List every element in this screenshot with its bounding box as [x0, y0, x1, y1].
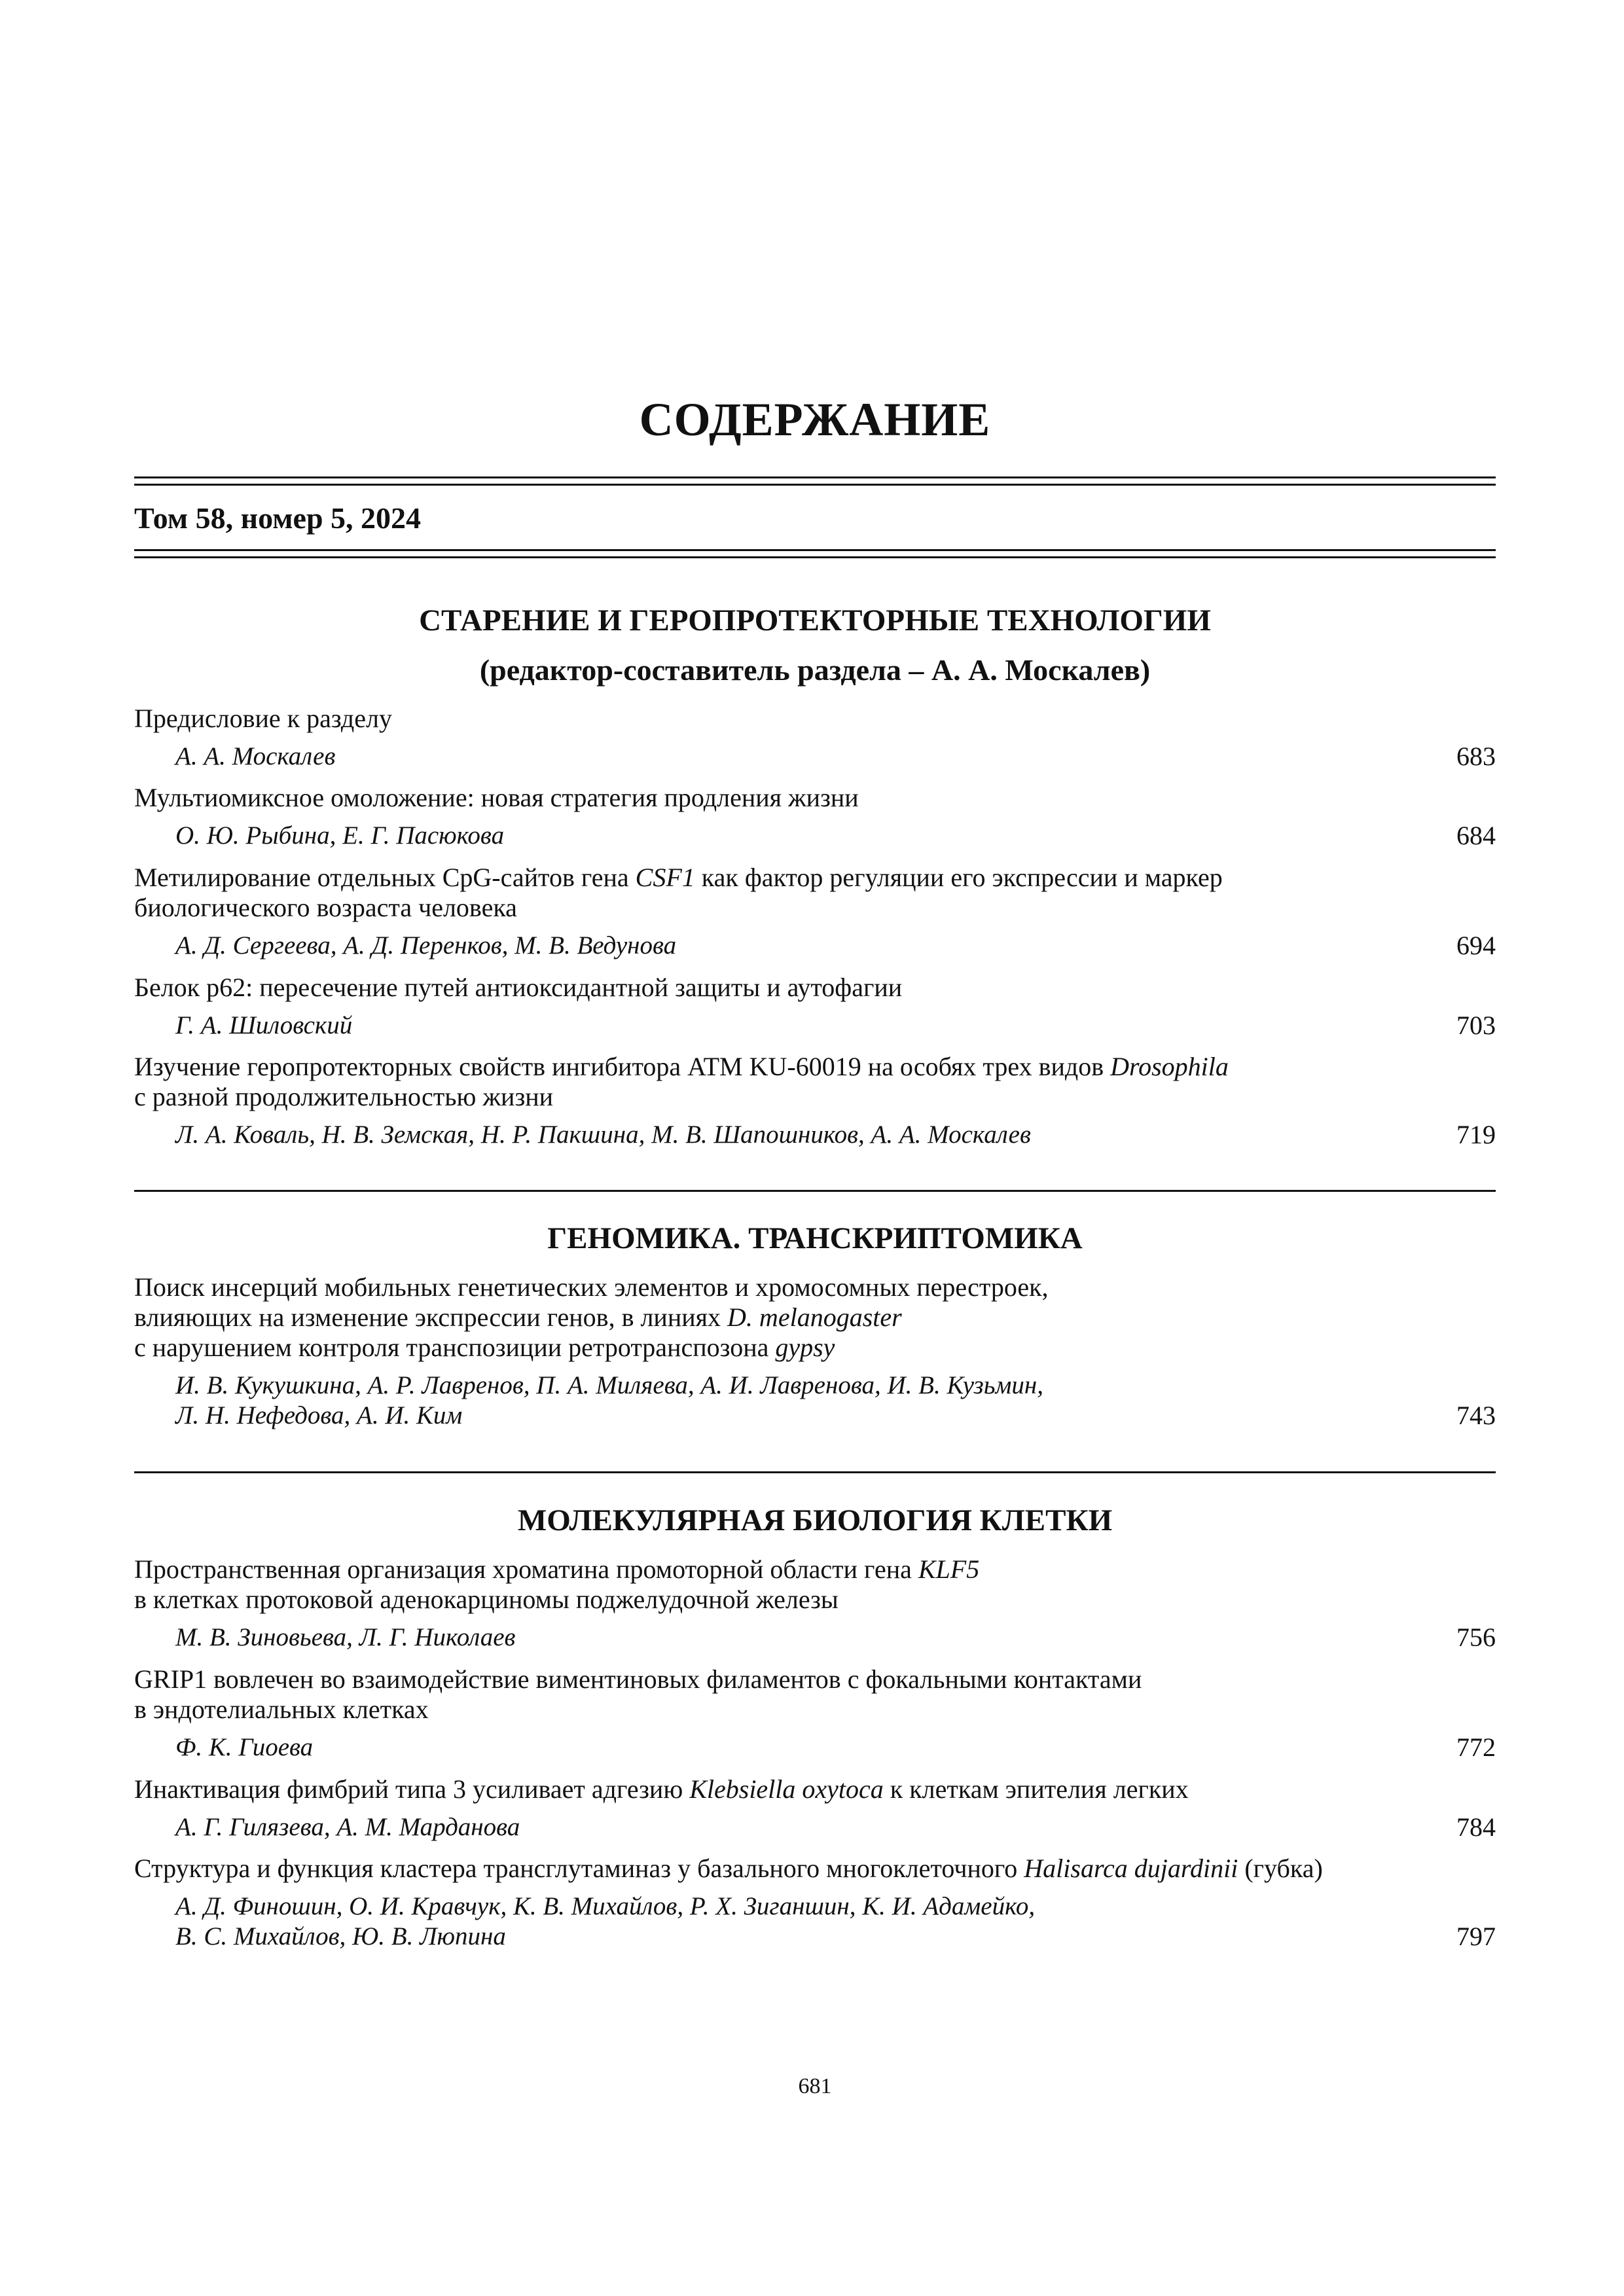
entry-authors	[134, 1892, 1496, 1952]
issue-label: Том 58, номер 5, 2024	[134, 501, 422, 535]
entry-page: 784	[1456, 1812, 1496, 1842]
entry-title: Метилирование отдельных CpG-сайтов гена CSF1 как фактор регуляции его экспрессии и маркер биологического возраста человека	[134, 863, 1223, 922]
author-line: А. А. Москалев	[175, 742, 336, 770]
entry-title-italic: Klebsiella oxytoca	[689, 1774, 884, 1804]
entry-title: Структура и функция кластера трансглутаминаз у базального многоклеточного Halisarca dujardinii (губка)	[134, 1854, 1323, 1883]
section-title: СТАРЕНИЕ И ГЕРОПРОТЕКТОРНЫЕ ТЕХНОЛОГИИ	[419, 603, 1211, 637]
entry-authors	[134, 821, 1496, 851]
entry-authors	[134, 931, 1496, 961]
author-line: О. Ю. Рыбина, Е. Г. Пасюкова	[175, 821, 505, 850]
toc-entry[interactable]	[134, 1052, 1496, 1150]
entry-page: 684	[1456, 821, 1496, 850]
toc-entry[interactable]	[134, 1664, 1496, 1763]
entry-title: Пространственная организация хроматина промоторной области гена KLF5 в клетках протоковой аденокарциномы поджелудочной железы	[134, 1554, 980, 1614]
toc-entry[interactable]	[134, 1272, 1496, 1431]
section-divider	[134, 1471, 1496, 1473]
entry-page: 694	[1456, 931, 1496, 960]
author-line: А. Д. Сергеева, А. Д. Перенков, М. В. Ведунова	[175, 931, 677, 960]
toc-entry[interactable]	[134, 1554, 1496, 1653]
entry-title-italic: Drosophila	[1110, 1052, 1229, 1081]
entry-page: 756	[1456, 1623, 1496, 1652]
page-title: СОДЕРЖАНИЕ	[639, 393, 991, 446]
toc-entry[interactable]	[134, 973, 1496, 1041]
entry-authors	[134, 1732, 1496, 1763]
section-title: ГЕНОМИКА. ТРАНСКРИПТОМИКА	[547, 1221, 1083, 1255]
toc-entry[interactable]	[134, 1854, 1496, 1952]
author-line: Ф. К. Гиоева	[175, 1733, 314, 1761]
entry-page: 772	[1456, 1732, 1496, 1762]
author-line: А. Г. Гилязева, А. М. Марданова	[175, 1813, 520, 1841]
entry-title-italic: gypsy	[775, 1333, 835, 1362]
author-line: Л. А. Коваль, Н. В. Земская, Н. Р. Пакшина, М. В. Шапошников, А. А. Москалев	[175, 1121, 1031, 1149]
entry-page: 719	[1456, 1120, 1496, 1149]
entry-title-italic: KLF5	[918, 1554, 980, 1584]
section-subtitle: (редактор-составитель раздела – А. А. Москалев)	[479, 653, 1151, 687]
entry-page: 797	[1456, 1922, 1496, 1951]
entry-page: 743	[1456, 1401, 1496, 1430]
author-line: А. Д. Финошин, О. И. Кравчук, К. В. Михайлов, Р. Х. Зиганшин, К. И. Адамейко,	[175, 1892, 1036, 1920]
author-line: М. В. Зиновьева, Л. Г. Николаев	[175, 1623, 516, 1651]
entry-authors	[134, 742, 1496, 772]
entry-page: 703	[1456, 1011, 1496, 1040]
entry-title: Изучение геропротекторных свойств ингибитора ATM KU-60019 на особях трех видов Drosophila с разной продолжительностью жизни	[134, 1052, 1229, 1111]
entry-title: Предисловие к разделу	[134, 704, 392, 733]
entry-authors	[134, 1371, 1496, 1431]
author-line: И. В. Кукушкина, А. Р. Лавренов, П. А. Миляева, А. И. Лавренова, И. В. Кузьмин,	[175, 1371, 1043, 1399]
author-line: В. С. Михайлов, Ю. В. Люпина	[175, 1922, 506, 1950]
author-line: Г. А. Шиловский	[175, 1011, 353, 1039]
double-rule-bottom	[134, 549, 1496, 558]
entry-title-italic: Halisarca dujardinii	[1024, 1854, 1238, 1883]
toc-entry[interactable]	[134, 783, 1496, 851]
section-divider	[134, 1190, 1496, 1192]
entry-authors	[134, 1011, 1496, 1041]
entry-title: Поиск инсерций мобильных генетических элементов и хромосомных перестроек, влияющих на изменение экспрессии генов, в линиях D. melanogaster с нарушением контроля транспозиции ретротранспозона gypsy	[134, 1272, 1049, 1362]
entry-authors	[134, 1623, 1496, 1653]
section-title: МОЛЕКУЛЯРНАЯ БИОЛОГИЯ КЛЕТКИ	[517, 1503, 1113, 1537]
entry-title: GRIP1 вовлечен во взаимодействие виментиновых филаментов с фокальными контактами в эндотелиальных клетках	[134, 1664, 1142, 1724]
entry-title: Мультиомиксное омоложение: новая стратегия продления жизни	[134, 783, 859, 812]
entry-title: Инактивация фимбрий типа 3 усиливает адгезию Klebsiella oxytoca к клеткам эпителия легких	[134, 1774, 1189, 1804]
entry-title-italic: CSF1	[635, 863, 695, 892]
page-number: 681	[798, 2074, 832, 2098]
toc-entry[interactable]	[134, 863, 1496, 961]
toc-entry[interactable]	[134, 704, 1496, 772]
entry-authors	[134, 1812, 1496, 1842]
entry-title: Белок p62: пересечение путей антиоксидантной защиты и аутофагии	[134, 973, 903, 1002]
author-line: Л. Н. Нефедова, А. И. Ким	[175, 1401, 463, 1429]
entry-title-italic: D. melanogaster	[727, 1302, 902, 1332]
toc-entry[interactable]	[134, 1774, 1496, 1842]
entry-page: 683	[1456, 742, 1496, 771]
page	[134, 0, 1496, 2296]
double-rule-top	[134, 476, 1496, 486]
entry-authors	[134, 1120, 1496, 1150]
